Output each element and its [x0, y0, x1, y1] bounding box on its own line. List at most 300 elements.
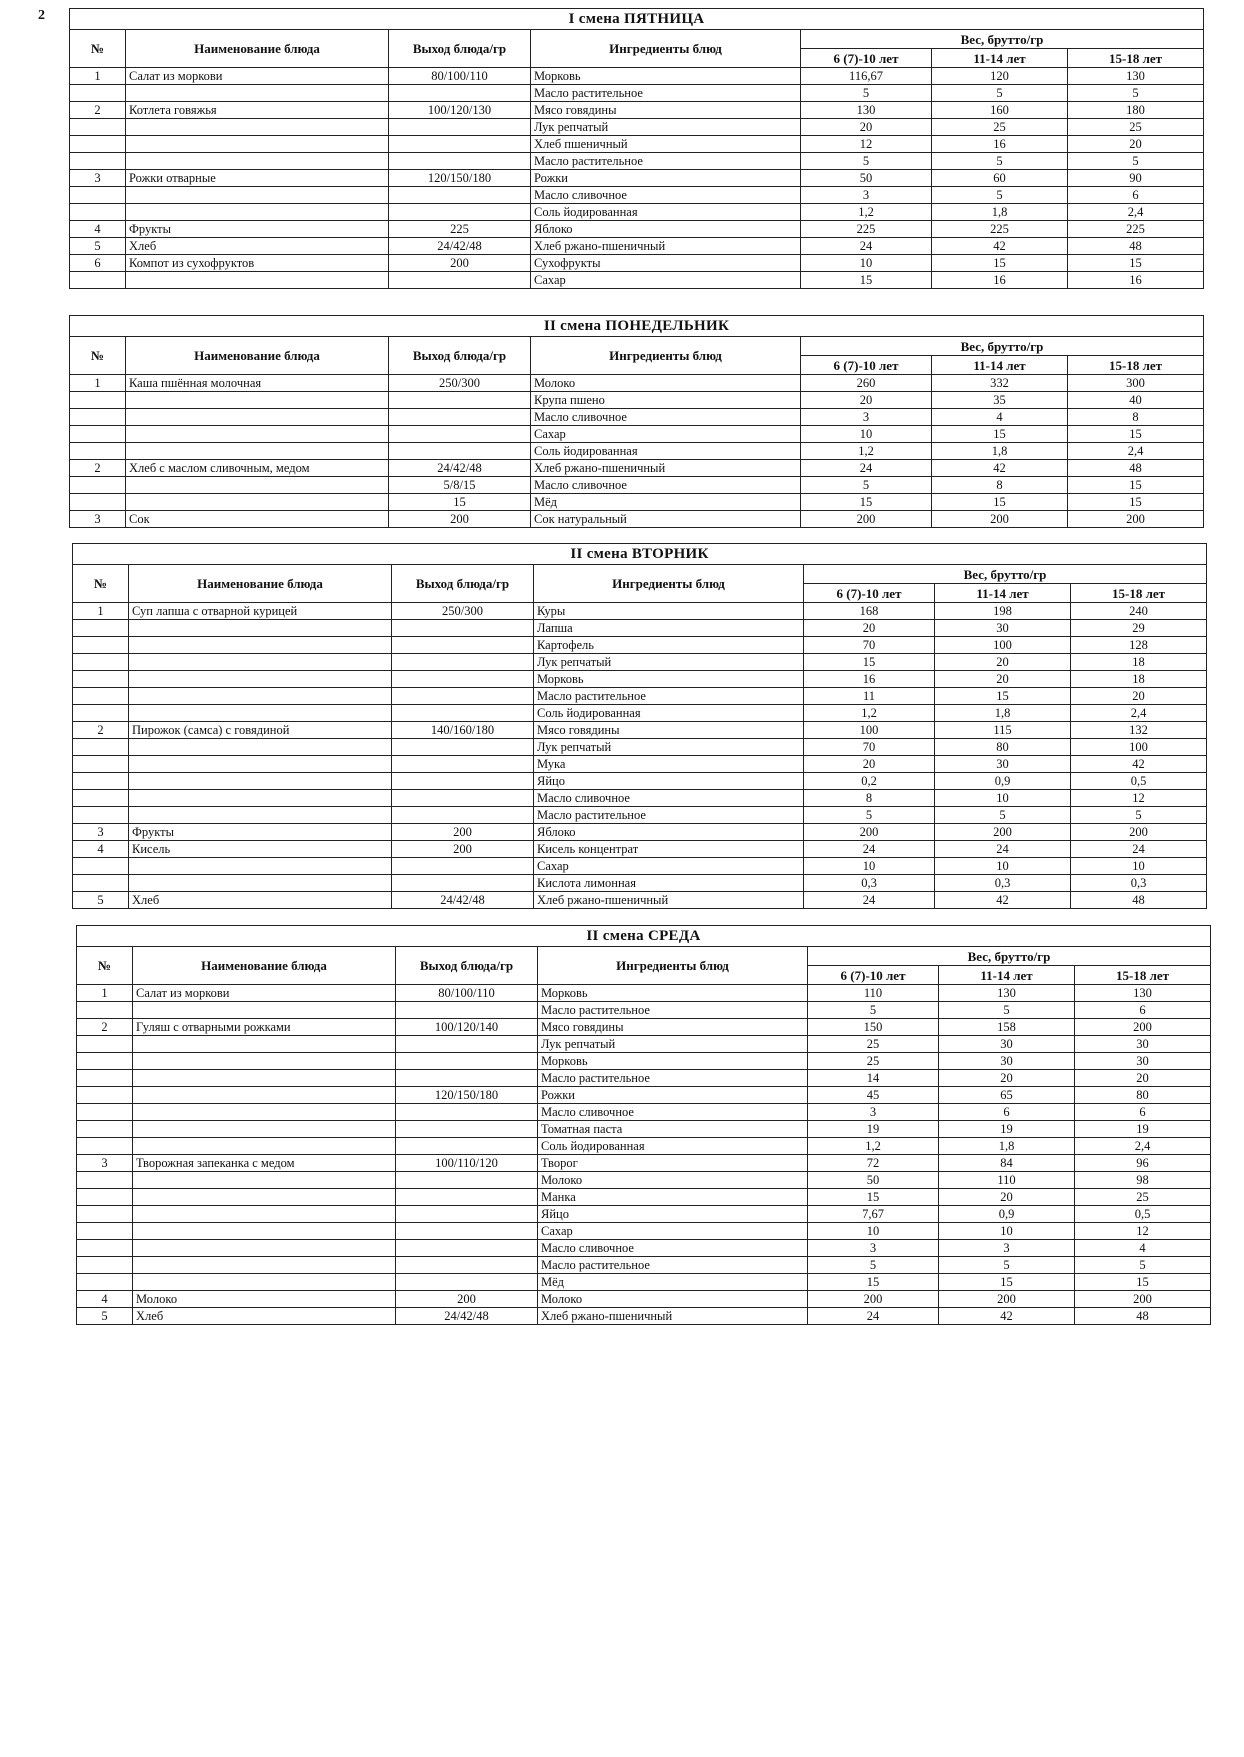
table-row [70, 68, 1204, 85]
ingredient-name: Мёд [538, 1274, 808, 1291]
dish-number [70, 187, 126, 204]
dish-number [70, 153, 126, 170]
weight-age-15-18: 18 [1071, 654, 1207, 671]
weight-age-11-14: 15 [939, 1274, 1075, 1291]
dish-yield [396, 1206, 538, 1223]
table-title: II смена СРЕДА [77, 926, 1211, 947]
ingredient-name: Соль йодированная [531, 443, 801, 460]
ingredient-name: Хлеб ржано-пшеничный [538, 1308, 808, 1325]
dish-name [133, 1172, 396, 1189]
weight-age-6-10: 1,2 [801, 204, 932, 221]
dish-name: Творожная запеканка с медом [133, 1155, 396, 1172]
header-dish-name: Наименование блюда [126, 30, 389, 68]
dish-number [70, 204, 126, 221]
ingredient-name: Яблоко [531, 221, 801, 238]
dish-number [73, 705, 129, 722]
dish-number [73, 739, 129, 756]
weight-age-11-14: 225 [932, 221, 1068, 238]
dish-yield [389, 153, 531, 170]
weight-age-11-14: 100 [935, 637, 1071, 654]
ingredient-name: Молоко [538, 1172, 808, 1189]
dish-number [73, 671, 129, 688]
weight-age-11-14: 30 [935, 620, 1071, 637]
dish-name [126, 153, 389, 170]
weight-age-6-10: 25 [808, 1053, 939, 1070]
dish-name [126, 443, 389, 460]
dish-name [133, 1104, 396, 1121]
table-row [70, 119, 1204, 136]
ingredient-name: Хлеб ржано-пшеничный [534, 892, 804, 909]
table-row [70, 102, 1204, 119]
weight-age-11-14: 160 [932, 102, 1068, 119]
header-age-15-18: 15-18 лет [1068, 49, 1204, 68]
weight-age-6-10: 110 [808, 985, 939, 1002]
dish-yield [392, 773, 534, 790]
weight-age-6-10: 0,3 [804, 875, 935, 892]
dish-name [133, 1121, 396, 1138]
dish-yield [392, 807, 534, 824]
header-number: № [70, 30, 126, 68]
table-row [77, 1257, 1211, 1274]
dish-yield: 24/42/48 [396, 1308, 538, 1325]
weight-age-15-18: 25 [1075, 1189, 1211, 1206]
dish-yield [396, 1002, 538, 1019]
dish-number [70, 85, 126, 102]
dish-yield [389, 85, 531, 102]
weight-age-6-10: 10 [801, 426, 932, 443]
dish-number [73, 807, 129, 824]
header-age-6-10: 6 (7)-10 лет [808, 966, 939, 985]
weight-age-6-10: 100 [804, 722, 935, 739]
table-row [73, 654, 1207, 671]
dish-number: 1 [70, 68, 126, 85]
dish-yield [389, 119, 531, 136]
weight-age-11-14: 42 [932, 238, 1068, 255]
ingredient-name: Масло сливочное [531, 187, 801, 204]
dish-number [70, 494, 126, 511]
ingredient-name: Яйцо [534, 773, 804, 790]
weight-age-15-18: 20 [1075, 1070, 1211, 1087]
dish-number: 1 [77, 985, 133, 1002]
ingredient-name: Картофель [534, 637, 804, 654]
weight-age-6-10: 15 [801, 272, 932, 289]
weight-age-6-10: 5 [808, 1257, 939, 1274]
dish-yield [392, 688, 534, 705]
dish-name [133, 1138, 396, 1155]
dish-yield: 120/150/180 [389, 170, 531, 187]
weight-age-11-14: 19 [939, 1121, 1075, 1138]
weight-age-15-18: 2,4 [1068, 443, 1204, 460]
header-dish-name: Наименование блюда [129, 565, 392, 603]
weight-age-11-14: 10 [939, 1223, 1075, 1240]
dish-name: Кисель [129, 841, 392, 858]
weight-age-15-18: 200 [1075, 1019, 1211, 1036]
table-row [77, 1036, 1211, 1053]
table-row [70, 238, 1204, 255]
dish-name [126, 426, 389, 443]
table-row [77, 1138, 1211, 1155]
dish-name: Салат из моркови [126, 68, 389, 85]
dish-name [126, 119, 389, 136]
dish-yield [389, 409, 531, 426]
ingredient-name: Кисель концентрат [534, 841, 804, 858]
dish-number [73, 654, 129, 671]
weight-age-11-14: 15 [932, 426, 1068, 443]
dish-yield: 80/100/110 [389, 68, 531, 85]
dish-yield: 200 [392, 841, 534, 858]
table-row [77, 1104, 1211, 1121]
header-age-11-14: 11-14 лет [932, 356, 1068, 375]
weight-age-11-14: 0,3 [935, 875, 1071, 892]
weight-age-6-10: 150 [808, 1019, 939, 1036]
dish-yield [396, 1240, 538, 1257]
dish-yield [389, 136, 531, 153]
weight-age-6-10: 20 [804, 756, 935, 773]
weight-age-11-14: 5 [932, 153, 1068, 170]
weight-age-15-18: 16 [1068, 272, 1204, 289]
dish-yield [389, 204, 531, 221]
dish-yield [392, 654, 534, 671]
dish-number [70, 272, 126, 289]
dish-number [70, 392, 126, 409]
dish-yield: 24/42/48 [389, 460, 531, 477]
ingredient-name: Крупа пшено [531, 392, 801, 409]
dish-yield: 80/100/110 [396, 985, 538, 1002]
dish-yield: 225 [389, 221, 531, 238]
dish-name [129, 875, 392, 892]
ingredient-name: Хлеб пшеничный [531, 136, 801, 153]
weight-age-15-18: 0,3 [1071, 875, 1207, 892]
weight-age-11-14: 30 [935, 756, 1071, 773]
ingredient-name: Хлеб ржано-пшеничный [531, 238, 801, 255]
weight-age-15-18: 5 [1068, 85, 1204, 102]
ingredient-name: Хлеб ржано-пшеничный [531, 460, 801, 477]
ingredient-name: Молоко [531, 375, 801, 392]
dish-name [129, 773, 392, 790]
weight-age-6-10: 5 [801, 85, 932, 102]
weight-age-15-18: 300 [1068, 375, 1204, 392]
weight-age-11-14: 130 [939, 985, 1075, 1002]
weight-age-11-14: 8 [932, 477, 1068, 494]
dish-yield [396, 1257, 538, 1274]
ingredient-name: Сок натуральный [531, 511, 801, 528]
weight-age-6-10: 260 [801, 375, 932, 392]
table-row [70, 494, 1204, 511]
weight-age-15-18: 180 [1068, 102, 1204, 119]
dish-name [129, 637, 392, 654]
header-yield: Выход блюда/гр [396, 947, 538, 985]
dish-number [73, 620, 129, 637]
dish-number: 5 [77, 1308, 133, 1325]
weight-age-6-10: 5 [801, 153, 932, 170]
dish-name: Фрукты [129, 824, 392, 841]
page-number: 2 [38, 8, 45, 23]
ingredient-name: Сахар [538, 1223, 808, 1240]
dish-name [129, 705, 392, 722]
weight-age-15-18: 240 [1071, 603, 1207, 620]
weight-age-6-10: 24 [801, 460, 932, 477]
weight-age-15-18: 10 [1071, 858, 1207, 875]
dish-name [133, 1240, 396, 1257]
weight-age-11-14: 5 [939, 1002, 1075, 1019]
ingredient-name: Сахар [531, 426, 801, 443]
ingredient-name: Томатная паста [538, 1121, 808, 1138]
dish-number: 4 [73, 841, 129, 858]
dish-yield: 200 [396, 1291, 538, 1308]
weight-age-15-18: 96 [1075, 1155, 1211, 1172]
weight-age-15-18: 12 [1075, 1223, 1211, 1240]
dish-number [70, 119, 126, 136]
header-age-11-14: 11-14 лет [939, 966, 1075, 985]
weight-age-15-18: 6 [1075, 1104, 1211, 1121]
weight-age-11-14: 1,8 [932, 204, 1068, 221]
table-row [77, 1155, 1211, 1172]
table-row [73, 603, 1207, 620]
weight-age-11-14: 158 [939, 1019, 1075, 1036]
header-weight: Вес, брутто/гр [801, 30, 1204, 49]
dish-yield [392, 637, 534, 654]
dish-number [77, 1053, 133, 1070]
dish-name [129, 790, 392, 807]
ingredient-name: Лапша [534, 620, 804, 637]
dish-yield: 250/300 [392, 603, 534, 620]
dish-yield: 120/150/180 [396, 1087, 538, 1104]
table-row [77, 985, 1211, 1002]
table-row [73, 807, 1207, 824]
weight-age-11-14: 20 [935, 671, 1071, 688]
dish-name [133, 1002, 396, 1019]
dish-name [133, 1257, 396, 1274]
dish-name [129, 756, 392, 773]
menu-table-tuesday [72, 543, 1207, 909]
dish-name [126, 136, 389, 153]
ingredient-name: Соль йодированная [538, 1138, 808, 1155]
dish-number: 3 [73, 824, 129, 841]
weight-age-15-18: 48 [1068, 460, 1204, 477]
dish-yield [396, 1070, 538, 1087]
weight-age-15-18: 128 [1071, 637, 1207, 654]
ingredient-name: Масло сливочное [538, 1240, 808, 1257]
weight-age-6-10: 24 [804, 841, 935, 858]
dish-yield [396, 1189, 538, 1206]
weight-age-11-14: 1,8 [935, 705, 1071, 722]
weight-age-11-14: 30 [939, 1036, 1075, 1053]
table-row [70, 187, 1204, 204]
weight-age-6-10: 25 [808, 1036, 939, 1053]
ingredient-name: Сахар [534, 858, 804, 875]
dish-number [77, 1087, 133, 1104]
weight-age-6-10: 3 [808, 1104, 939, 1121]
table-row [70, 409, 1204, 426]
weight-age-15-18: 24 [1071, 841, 1207, 858]
weight-age-11-14: 200 [939, 1291, 1075, 1308]
weight-age-11-14: 198 [935, 603, 1071, 620]
weight-age-6-10: 3 [801, 409, 932, 426]
dish-yield [392, 739, 534, 756]
table-row [70, 443, 1204, 460]
weight-age-6-10: 20 [804, 620, 935, 637]
weight-age-15-18: 200 [1068, 511, 1204, 528]
weight-age-6-10: 5 [808, 1002, 939, 1019]
dish-yield [396, 1053, 538, 1070]
table-row [70, 392, 1204, 409]
dish-yield: 250/300 [389, 375, 531, 392]
menu-table-wednesday [76, 925, 1211, 1325]
header-age-15-18: 15-18 лет [1075, 966, 1211, 985]
weight-age-15-18: 0,5 [1071, 773, 1207, 790]
weight-age-11-14: 0,9 [939, 1206, 1075, 1223]
weight-age-6-10: 225 [801, 221, 932, 238]
ingredient-name: Сухофрукты [531, 255, 801, 272]
weight-age-15-18: 42 [1071, 756, 1207, 773]
table-row [73, 773, 1207, 790]
table-row [77, 1291, 1211, 1308]
weight-age-15-18: 98 [1075, 1172, 1211, 1189]
table-row [77, 1240, 1211, 1257]
dish-number: 3 [70, 170, 126, 187]
weight-age-11-14: 115 [935, 722, 1071, 739]
dish-number [70, 477, 126, 494]
ingredient-name: Лук репчатый [534, 654, 804, 671]
weight-age-11-14: 110 [939, 1172, 1075, 1189]
weight-age-6-10: 3 [801, 187, 932, 204]
weight-age-15-18: 19 [1075, 1121, 1211, 1138]
dish-number: 1 [70, 375, 126, 392]
dish-yield: 200 [392, 824, 534, 841]
dish-yield [392, 671, 534, 688]
weight-age-6-10: 130 [801, 102, 932, 119]
dish-name [126, 85, 389, 102]
weight-age-15-18: 25 [1068, 119, 1204, 136]
ingredient-name: Лук репчатый [538, 1036, 808, 1053]
weight-age-6-10: 8 [804, 790, 935, 807]
dish-name: Рожки отварные [126, 170, 389, 187]
weight-age-6-10: 70 [804, 637, 935, 654]
table-row [77, 1053, 1211, 1070]
weight-age-11-14: 15 [932, 255, 1068, 272]
dish-yield [392, 620, 534, 637]
weight-age-11-14: 30 [939, 1053, 1075, 1070]
weight-age-11-14: 20 [935, 654, 1071, 671]
weight-age-11-14: 25 [932, 119, 1068, 136]
weight-age-6-10: 1,2 [801, 443, 932, 460]
weight-age-15-18: 225 [1068, 221, 1204, 238]
weight-age-15-18: 15 [1068, 494, 1204, 511]
weight-age-11-14: 200 [935, 824, 1071, 841]
weight-age-11-14: 65 [939, 1087, 1075, 1104]
dish-yield [396, 1104, 538, 1121]
table-row [70, 85, 1204, 102]
dish-number [70, 426, 126, 443]
dish-name: Котлета говяжья [126, 102, 389, 119]
weight-age-15-18: 5 [1075, 1257, 1211, 1274]
weight-age-11-14: 80 [935, 739, 1071, 756]
weight-age-11-14: 1,8 [932, 443, 1068, 460]
dish-number [77, 1240, 133, 1257]
table-row [70, 375, 1204, 392]
dish-name [133, 1274, 396, 1291]
dish-yield [389, 272, 531, 289]
table-row [77, 1172, 1211, 1189]
weight-age-11-14: 10 [935, 858, 1071, 875]
ingredient-name: Масло растительное [538, 1070, 808, 1087]
dish-number [73, 790, 129, 807]
weight-age-6-10: 50 [808, 1172, 939, 1189]
table-row [70, 477, 1204, 494]
dish-number [77, 1002, 133, 1019]
dish-number [77, 1138, 133, 1155]
ingredient-name: Масло растительное [538, 1002, 808, 1019]
weight-age-6-10: 10 [804, 858, 935, 875]
weight-age-6-10: 14 [808, 1070, 939, 1087]
dish-number [73, 858, 129, 875]
dish-yield: 100/110/120 [396, 1155, 538, 1172]
weight-age-11-14: 0,9 [935, 773, 1071, 790]
dish-yield: 100/120/130 [389, 102, 531, 119]
table-row [70, 170, 1204, 187]
weight-age-11-14: 84 [939, 1155, 1075, 1172]
table-row [70, 272, 1204, 289]
weight-age-6-10: 45 [808, 1087, 939, 1104]
dish-name: Хлеб [129, 892, 392, 909]
weight-age-15-18: 0,5 [1075, 1206, 1211, 1223]
dish-number [77, 1104, 133, 1121]
ingredient-name: Яблоко [534, 824, 804, 841]
header-ingredients: Ингредиенты блюд [531, 30, 801, 68]
dish-number [77, 1206, 133, 1223]
dish-yield: 100/120/140 [396, 1019, 538, 1036]
dish-name: Каша пшённая молочная [126, 375, 389, 392]
menu-table-friday [69, 8, 1204, 289]
table-row [70, 511, 1204, 528]
weight-age-11-14: 16 [932, 136, 1068, 153]
ingredient-name: Морковь [538, 985, 808, 1002]
weight-age-15-18: 18 [1071, 671, 1207, 688]
table-row [73, 875, 1207, 892]
dish-number: 3 [77, 1155, 133, 1172]
header-yield: Выход блюда/гр [389, 30, 531, 68]
dish-number [77, 1036, 133, 1053]
weight-age-15-18: 15 [1075, 1274, 1211, 1291]
dish-name [133, 1087, 396, 1104]
weight-age-6-10: 15 [808, 1274, 939, 1291]
dish-yield: 5/8/15 [389, 477, 531, 494]
dish-yield [389, 426, 531, 443]
ingredient-name: Морковь [538, 1053, 808, 1070]
table-row [77, 1002, 1211, 1019]
header-ingredients: Ингредиенты блюд [534, 565, 804, 603]
dish-number: 6 [70, 255, 126, 272]
weight-age-15-18: 12 [1071, 790, 1207, 807]
weight-age-6-10: 16 [804, 671, 935, 688]
weight-age-6-10: 200 [801, 511, 932, 528]
header-dish-name: Наименование блюда [126, 337, 389, 375]
dish-name [133, 1189, 396, 1206]
ingredient-name: Мука [534, 756, 804, 773]
ingredient-name: Масло растительное [534, 688, 804, 705]
dish-number [73, 637, 129, 654]
weight-age-6-10: 1,2 [808, 1138, 939, 1155]
dish-number [73, 773, 129, 790]
dish-name: Пирожок (самса) с говядиной [129, 722, 392, 739]
weight-age-11-14: 3 [939, 1240, 1075, 1257]
table-row [73, 892, 1207, 909]
dish-yield: 24/42/48 [389, 238, 531, 255]
dish-yield [396, 1172, 538, 1189]
dish-yield [392, 858, 534, 875]
dish-number: 5 [73, 892, 129, 909]
ingredient-name: Рожки [531, 170, 801, 187]
